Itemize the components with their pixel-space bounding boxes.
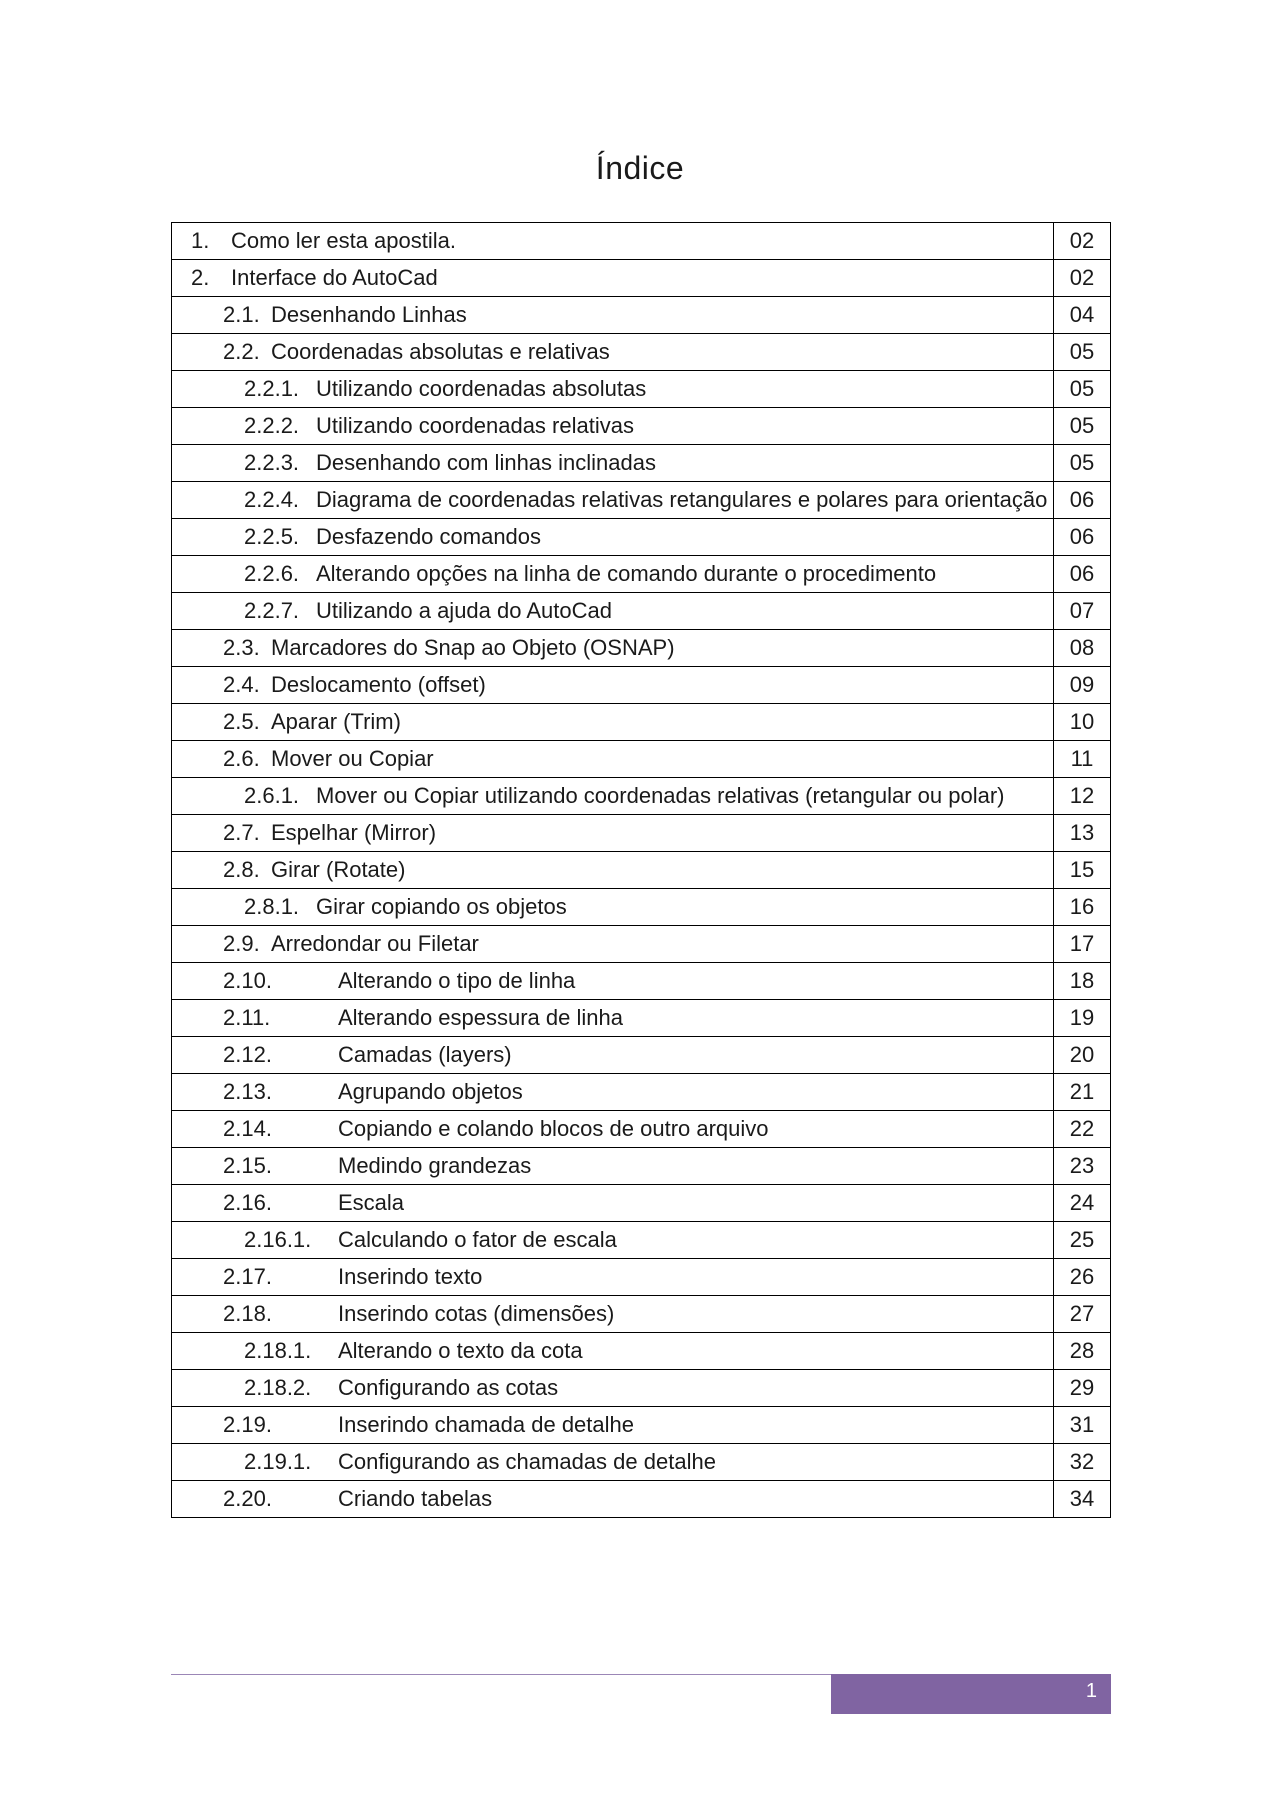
toc-entry-number: 2.18.1. [244,1338,312,1363]
toc-row [172,1111,1111,1148]
toc-page-number: 05 [1054,334,1111,371]
toc-entry-cell [172,926,1054,963]
toc-page-number: 23 [1054,1148,1111,1185]
toc-row [172,667,1111,704]
toc-entry-text: Inserindo chamada de detalhe [338,1412,634,1437]
toc-entry-text: Desfazendo comandos [316,524,542,549]
toc-page-number: 17 [1054,926,1111,963]
toc-entry-text: Arredondar ou Filetar [271,931,479,956]
toc-page-number: 18 [1054,963,1111,1000]
toc-page-number: 26 [1054,1259,1111,1296]
toc-entry-number: 2.8. [223,857,260,882]
toc-row [172,889,1111,926]
toc-entry-text: Agrupando objetos [338,1079,523,1104]
toc-entry-number: 2.18.2. [244,1375,312,1400]
page-number: 1 [1085,1680,1097,1702]
toc-entry-cell [172,260,1054,297]
toc-row [172,1333,1111,1370]
toc-entry-number: 2.19. [223,1412,272,1437]
toc-entry-cell [172,1370,1054,1407]
toc-entry [172,1002,1053,1034]
toc-entry-text: Inserindo texto [338,1264,483,1289]
toc-page-number: 02 [1054,260,1111,297]
toc-entry-cell [172,963,1054,1000]
toc-page-number: 21 [1054,1074,1111,1111]
toc-row [172,519,1111,556]
toc-entry-cell [172,223,1054,260]
toc-page-number: 16 [1054,889,1111,926]
toc-row [172,963,1111,1000]
toc-row [172,1148,1111,1185]
toc-page-number: 09 [1054,667,1111,704]
toc-entry-text: Alterando espessura de linha [338,1005,623,1030]
toc-entry-cell [172,408,1054,445]
toc-entry-text: Utilizando a ajuda do AutoCad [316,598,612,623]
toc-row [172,556,1111,593]
toc-entry-number: 2.6.1. [244,783,300,808]
toc-entry-number: 2.19.1. [244,1449,312,1474]
toc-entry-number: 2.5. [223,709,260,734]
toc-entry [172,743,1053,775]
toc-entry-cell [172,482,1054,519]
footer-rule [171,1674,831,1675]
toc-entry-number: 2.2.5. [244,524,300,549]
toc-entry [172,447,1053,479]
toc-entry-text: Alterando o tipo de linha [338,968,576,993]
toc-entry [172,669,1053,701]
toc-entry-number: 2.2.7. [244,598,300,623]
toc-entry-number: 2.8.1. [244,894,300,919]
toc-entry-text: Camadas (layers) [338,1042,512,1067]
toc-entry-cell [172,1074,1054,1111]
toc-page-number: 32 [1054,1444,1111,1481]
toc-entry [172,1224,1053,1256]
toc-entry-cell [172,1222,1054,1259]
toc-entry-number: 2.3. [223,635,260,660]
toc-entry-cell [172,815,1054,852]
toc-row [172,1000,1111,1037]
toc-entry-text: Criando tabelas [338,1486,493,1511]
toc-entry [172,410,1053,442]
toc-row [172,1407,1111,1444]
toc-entry-number: 2.18. [223,1301,272,1326]
toc-row [172,1222,1111,1259]
toc-page-number: 20 [1054,1037,1111,1074]
toc-row [172,926,1111,963]
toc-entry [172,1372,1053,1404]
toc-entry [172,854,1053,886]
toc-entry [172,1446,1053,1478]
toc-row [172,223,1111,260]
toc-entry [172,484,1053,516]
page-title: Índice [595,150,685,186]
toc-row [172,1185,1111,1222]
toc-page-number: 06 [1054,482,1111,519]
toc-entry-cell [172,297,1054,334]
toc-row [172,1370,1111,1407]
toc-page-number: 05 [1054,371,1111,408]
toc-entry [172,262,1053,294]
toc-entry [172,706,1053,738]
toc-entry-text: Interface do AutoCad [231,265,438,290]
toc-entry-text: Desenhando com linhas inclinadas [316,450,656,475]
toc-entry-number: 2.4. [223,672,260,697]
toc-entry [172,373,1053,405]
toc-entry [172,1298,1053,1330]
toc-entry-text: Escala [338,1190,405,1215]
toc-entry-text: Espelhar (Mirror) [271,820,437,845]
toc-entry-number: 1. [191,228,210,253]
toc-entry-cell [172,593,1054,630]
toc-page-number: 19 [1054,1000,1111,1037]
toc-entry-text: Medindo grandezas [338,1153,532,1178]
toc-entry-text: Alterando opções na linha de comando durante o procedimento [316,561,937,586]
toc-entry-text: Marcadores do Snap ao Objeto (OSNAP) [271,635,675,660]
toc-entry [172,1409,1053,1441]
toc-row [172,297,1111,334]
toc-entry-number: 2.1. [223,302,260,327]
toc-entry [172,965,1053,997]
toc-page-number: 02 [1054,223,1111,260]
toc-row [172,1296,1111,1333]
toc-entry-number: 2.12. [223,1042,272,1067]
toc-entry-cell [172,704,1054,741]
toc-entry-number: 2.11. [223,1005,271,1030]
toc-entry-number: 2.20. [223,1486,272,1511]
toc-entry-cell [172,630,1054,667]
toc-entry-number: 2.13. [223,1079,272,1104]
toc-entry-number: 2.7. [223,820,260,845]
toc-entry-text: Diagrama de coordenadas relativas retangulares e polares para orientação [316,487,1048,512]
toc-row [172,1444,1111,1481]
toc-entry [172,780,1053,812]
toc-entry-text: Configurando as cotas [338,1375,559,1400]
toc-entry [172,817,1053,849]
toc-entry-text: Alterando o texto da cota [338,1338,583,1363]
toc-entry-number: 2.2.3. [244,450,300,475]
toc-entry [172,1076,1053,1108]
toc-entry-cell [172,741,1054,778]
toc-entry-cell [172,1037,1054,1074]
toc-row [172,1074,1111,1111]
toc-row [172,852,1111,889]
toc-entry [172,1261,1053,1293]
toc-entry-text: Desenhando Linhas [271,302,467,327]
toc-entry-number: 2.2.4. [244,487,300,512]
toc-entry [172,558,1053,590]
toc-entry-text: Calculando o fator de escala [338,1227,617,1252]
toc-entry-cell [172,1148,1054,1185]
toc-page-number: 24 [1054,1185,1111,1222]
toc-entry [172,1335,1053,1367]
toc-entry-cell [172,371,1054,408]
toc-page-number: 22 [1054,1111,1111,1148]
toc-entry-number: 2.16. [223,1190,272,1215]
toc-row [172,815,1111,852]
toc-row [172,778,1111,815]
toc-entry-text: Deslocamento (offset) [271,672,486,697]
toc-entry [172,225,1053,257]
toc-entry-text: Como ler esta apostila. [231,228,456,253]
toc-page-number: 07 [1054,593,1111,630]
toc-entry-text: Aparar (Trim) [271,709,401,734]
toc-row [172,704,1111,741]
toc-entry-cell [172,334,1054,371]
toc-entry-number: 2.2.2. [244,413,300,438]
toc-entry-cell [172,1407,1054,1444]
toc-page-number: 13 [1054,815,1111,852]
toc-entry [172,1113,1053,1145]
toc-row [172,1259,1111,1296]
toc-row [172,1481,1111,1518]
toc-page-number: 11 [1054,741,1111,778]
toc-entry-text: Copiando e colando blocos de outro arquivo [338,1116,769,1141]
toc-page-number: 27 [1054,1296,1111,1333]
toc-entry-cell [172,778,1054,815]
toc-entry [172,1187,1053,1219]
toc-entry-number: 2.17. [223,1264,272,1289]
toc-entry-cell [172,889,1054,926]
toc-entry-text: Girar (Rotate) [271,857,406,882]
toc-page-number: 10 [1054,704,1111,741]
toc-entry-text: Configurando as chamadas de detalhe [338,1449,716,1474]
toc-page-number: 08 [1054,630,1111,667]
toc-row [172,741,1111,778]
toc-entry-number: 2.15. [223,1153,272,1178]
toc-entry-cell [172,1333,1054,1370]
toc-entry-number: 2.2.6. [244,561,300,586]
toc-page-number: 12 [1054,778,1111,815]
toc-entry [172,1039,1053,1071]
toc-entry [172,632,1053,664]
toc-page-number: 25 [1054,1222,1111,1259]
toc-entry-cell [172,667,1054,704]
toc-row [172,260,1111,297]
toc-entry-cell [172,1481,1054,1518]
table-of-contents [171,222,1111,1518]
toc-row [172,593,1111,630]
toc-entry-text: Mover ou Copiar [271,746,434,771]
toc-page-number: 28 [1054,1333,1111,1370]
toc-entry [172,1150,1053,1182]
toc-entry-number: 2.14. [223,1116,272,1141]
toc-entry-cell [172,1000,1054,1037]
toc-page-number: 05 [1054,408,1111,445]
toc-entry-text: Mover ou Copiar utilizando coordenadas relativas (retangular ou polar) [316,783,1005,808]
toc-page-number: 29 [1054,1370,1111,1407]
toc-row [172,445,1111,482]
toc-entry [172,336,1053,368]
toc-entry-text: Inserindo cotas (dimensões) [338,1301,615,1326]
toc-page-number: 31 [1054,1407,1111,1444]
toc-entry-cell [172,1259,1054,1296]
toc-row [172,334,1111,371]
toc-entry [172,891,1053,923]
toc-entry [172,299,1053,331]
toc-entry-number: 2.16.1. [244,1227,312,1252]
toc-entry [172,595,1053,627]
toc-body [172,223,1111,1518]
toc-entry-text: Utilizando coordenadas absolutas [316,376,647,401]
toc-entry-cell [172,1296,1054,1333]
toc-entry [172,521,1053,553]
toc-row [172,371,1111,408]
toc-row [172,482,1111,519]
toc-entry-cell [172,556,1054,593]
toc-entry-cell [172,445,1054,482]
toc-entry-cell [172,852,1054,889]
toc-entry-number: 2.2. [223,339,260,364]
toc-page-number: 34 [1054,1481,1111,1518]
toc-page-number: 15 [1054,852,1111,889]
toc-entry [172,928,1053,960]
toc-entry [172,1483,1053,1515]
toc-entry-text: Coordenadas absolutas e relativas [271,339,610,364]
toc-entry-text: Girar copiando os objetos [316,894,567,919]
toc-row [172,630,1111,667]
toc-row [172,408,1111,445]
footer-bar [831,1674,1111,1714]
toc-row [172,1037,1111,1074]
toc-entry-text: Utilizando coordenadas relativas [316,413,634,438]
toc-page-number: 06 [1054,519,1111,556]
toc-entry-number: 2.2.1. [244,376,300,401]
toc-page-number: 04 [1054,297,1111,334]
toc-entry-cell [172,519,1054,556]
toc-entry-number: 2.10. [223,968,272,993]
toc-entry-number: 2.9. [223,931,260,956]
toc-entry-number: 2.6. [223,746,260,771]
toc-entry-cell [172,1111,1054,1148]
toc-entry-cell [172,1185,1054,1222]
toc-page-number: 06 [1054,556,1111,593]
toc-entry-number: 2. [191,265,210,290]
toc-page-number: 05 [1054,445,1111,482]
toc-entry-cell [172,1444,1054,1481]
